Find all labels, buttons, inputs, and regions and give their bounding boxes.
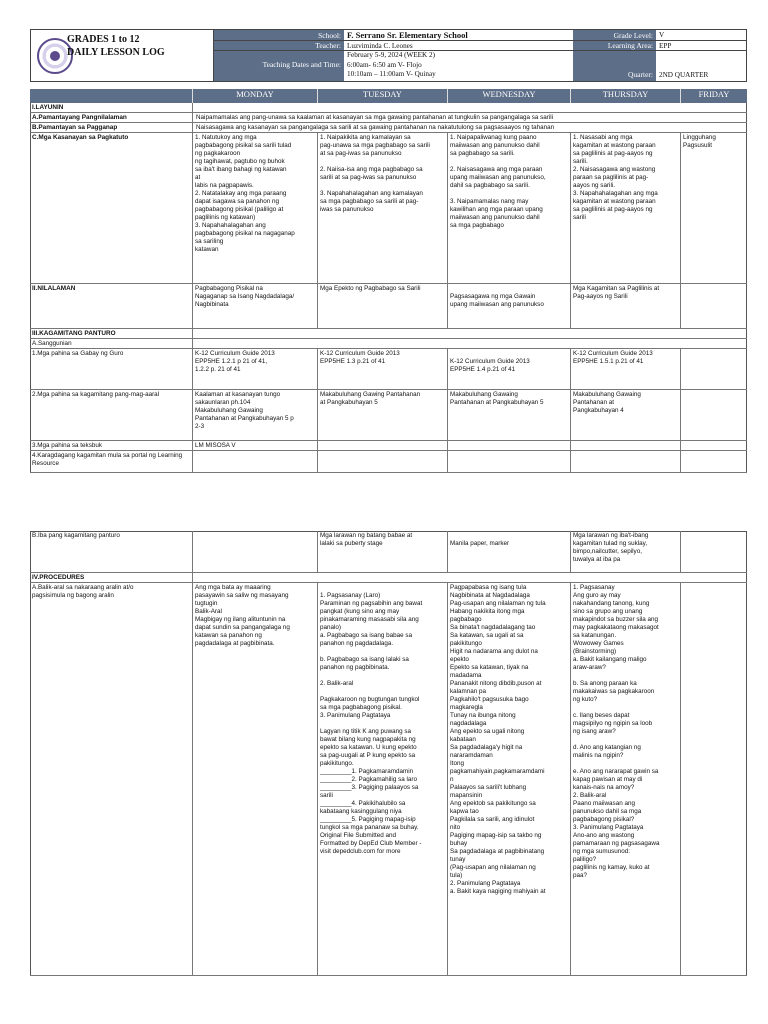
header-table — [30, 29, 747, 82]
iba-friday — [681, 531, 747, 573]
blank-cell — [193, 573, 747, 583]
day-header-monday: MONDAY — [193, 89, 318, 103]
pangnilalaman-text: Naipamamalas ang pang-unawa sa kaalaman at kasanayan sa mga gawaing pantahanan at tungkulin sa pangangalaga sa sarili — [193, 113, 747, 123]
balik-aral-wednesday: Pagpapabasa ng isang tula Nagbibinata at Nagdadalaga Pag-usapan ang nilalaman ng tula Habang nakikita itong mga pagbabago Sa binata't nagdadalagang tao Sa katawan, sa ugali at sa pakikitungo Higit na nadarama ang dulot na epekto Epekto sa katawan, tiyak na madadama Pananakit nitong dibdib,puson at kalamnan pa Pagkahilo't pagsusuka bago magkaregla Tunay na ibunga nitong nagdadalaga Ang epekto sa ugali nitong kabataan Sa pagdadalaga'y higit na nararamdaman Itong pagkamahiyain,pagkamaramdami n Palaayos sa sarili't lubhang mapansinin Ang epektob sa pakikitungo sa kapwa tao Pagkilala sa sarili, ang idinulot nito Pagiging mapag-isip sa takbo ng buhay Sa pagdadalaga at pagbibinatang tunay (Pag-usapan ang nilalaman ng tula) 2. Panimulang Pagtataya a. Bakit kaya nagiging mahiyain at — [448, 583, 571, 976]
blank-cell — [193, 103, 747, 113]
nilalaman-label: II.NILALAMAN — [30, 284, 193, 329]
iba-label: B.Iba pang kagamitang panturo — [30, 531, 193, 573]
title-line1: GRADES 1 to 12 — [67, 34, 140, 45]
balik-aral-label: A.Balik-aral sa nakaraang aralin at/o pagsisimula ng bagong aralin — [30, 583, 193, 976]
quarter-value: 2ND QUARTER — [659, 71, 709, 79]
kasanayan-friday: Lingguhang Pagsusulit — [681, 133, 747, 284]
portal-label: 4.Karagdagang kagamitan mula sa portal ng Learning Resource — [30, 451, 193, 473]
kasanayan-tuesday: 1. Naipakikita ang kamalayan sa pag-unawa sa mga pagbabago sa sarili at sa pag-iwas sa panunukso 2. Naiisa-isa ang mga pagbabago sa sarili at sa pag-iwas sa panunukso 3. Napahahalagahan ang kamalayan sa mga pagbabago sa sarili at pag- iwas sa panunukso — [318, 133, 448, 284]
mag-aaral-monday: Kaalaman at kasanayan tungo sakaunlaran ph.104 Makabuluhang Gawaing Pantahanan at Pangkabuhayan 5 p 2-3 — [193, 390, 318, 441]
nilalaman-wednesday: Pagsasagawa ng mga Gawain upang maiiwasan ang panunukso — [448, 284, 571, 329]
blank-cell — [193, 339, 747, 349]
balik-aral-thursday: 1. Pagsasanay Ang guro ay may nakahandang tanong, kung sino sa grupo ang unang makapindot sa buzzer sila ang may pagkakataong makasagot sa katanungan. Wowowey Games (Brainstorming) a. Bakit kailangang maligo araw-araw? b. Sa anong paraan ka makakaiwas sa pagkakaroon ng kuto? c. Ilang beses dapat magsipilyo ng ngipin sa loob ng isang araw? d. Ano ang katangian ng malinis na ngipin? e. Ano ang nararapat gawin sa kapag pawisan at may di kanais-nais na amoy? 2. Balik-aral Paano maiiwasan ang panunukso dahil sa mga pagbabagong pisikal? 3. Panimulang Pagtataya Ano-ano ang wastong pamamaraan ng pagsasagawa ng mga sumusunod: paliligo? paglilinis ng kamay, kuko at paa? — [571, 583, 681, 976]
procedures-label: IV.PROCEDURES — [30, 573, 193, 583]
nilalaman-thursday: Mga Kagamitan sa Paglilinis at Pag-aayos ng Sarili — [571, 284, 681, 329]
blank-cell — [193, 329, 747, 339]
teacher-label: Teacher: — [214, 41, 344, 51]
iba-wednesday: Manila paper, marker — [448, 531, 571, 573]
nilalaman-monday: Pagbabagong Pisikal na Nagaganap sa Isang Nagdadalaga/ Nagbibinata — [193, 284, 318, 329]
pagganap-text: Naisasagawa ang kasanayan sa pangangalaga sa sarili at sa gawaing pantahanan na nakatutulong sa pagsasaayos ng tahanan — [193, 123, 747, 133]
blank-cell — [571, 451, 681, 473]
grade-label: Grade Level: — [573, 30, 656, 41]
section-layunin: I.LAYUNIN — [30, 103, 193, 113]
gabay-monday: K-12 Curriculum Guide 2013 EPP5HE 1.2.1 p 21 of 41, 1.2.2 p. 21 of 41 — [193, 349, 318, 390]
blank-cell — [571, 441, 681, 451]
teksbuk-label: 3.Mga pahina sa teksbuk — [30, 441, 193, 451]
balik-aral-tuesday: 1. Pagsasanay (Laro) Paraminan ng pagsabihin ang bawat pangkat (kung sino ang may pinakamaraming masasabi sila ang panalo) a. Pagbabago sa isang babae sa panahon ng pagdadalaga. b. Pagbabago sa isang lalaki sa panahon ng pagbibinata. 2. Balik-aral Pagkakaroon ng bugtungan tungkol sa mga pagbabagong pisikal. 3. Panimulang Pagtataya Lagyan ng titik K ang puwang sa bawat bilang kung nagpapakita ng epekto sa katawan. U kung epekto sa pag-uugali at P kung epekto sa pakikitungo. _________1. Pagkamaramdamin _________2. Pagkamahilig sa laro _________3. Pagiging palaayos sa sarili _________4. Pakikihalubilo sa kabataang kasinggulang niya _________5. Pagiging mapag-isip tungkol sa mga pananaw sa buhay. Original File Submitted and Formatted by DepEd Club Member - visit depedclub.com for more — [318, 583, 448, 976]
school-value: F. Serrano Sr. Elementary School — [344, 30, 573, 41]
blank-cell — [193, 451, 318, 473]
mag-aaral-wednesday: Makabuluhang Gawaing Pantahanan at Pangkabuhayan 5 — [448, 390, 571, 441]
blank-cell — [681, 583, 747, 976]
kagamitan-label: III.KAGAMITANG PANTURO — [30, 329, 193, 339]
sanggunian-label: A.Sanggunian — [30, 339, 193, 349]
blank-cell — [448, 441, 571, 451]
dates-value: February 5-9, 2024 (WEEK 2) 6:00am- 6:50 am V- Flojo 10:10am – 11:00am V- Quinay — [347, 51, 436, 79]
kasanayan-wednesday: 1. Naipapaliwanag kung paano maiiwasan ang panunukso dahil sa pagbabago sa sarili. 2. Naisasagawa ang mga paraan upang maiiwasan ang panunukso, dahil sa pagbabago sa sarili. 3. Naipamamalas nang may kawilihan ang mga paraan upang maiiwasan ang panunukso dahil sa mga pagbabago — [448, 133, 571, 284]
blank-cell — [318, 441, 448, 451]
iba-monday — [193, 531, 318, 573]
kasanayan-label: C.Mga Kasanayan sa Pagkatuto — [30, 133, 193, 284]
grade-value: V — [656, 30, 746, 41]
teacher-value: Luzviminda C. Leones — [344, 41, 573, 51]
blank-cell — [681, 441, 747, 451]
iba-thursday: Mga larawan ng iba't-ibang kagamitan tulad ng suklay, bimpo,nailcutter, sepilyo, tuwalya at iba pa — [571, 531, 681, 573]
day-header-wednesday: WEDNESDAY — [448, 89, 571, 103]
kasanayan-thursday: 1. Nasasabi ang mga kagamitan at wastong paraan sa paglilinis at pag-aayos ng sarili. 2. Naisasagawa ang wastong paraan sa paglilinis at pag- aayos ng sarili. 3. Napahahalagahan ang mga kagamitan at wastong paraan sa paglilinis at pag-aayos ng sarili — [571, 133, 681, 284]
gabay-friday — [681, 349, 747, 390]
day-header-blank — [30, 89, 193, 103]
pangnilalaman-label: A.Pamantayang Pangnilalaman — [30, 113, 193, 123]
mag-aaral-label: 2.Mga pahina sa kagamitang pang-mag-aaral — [30, 390, 193, 441]
day-header-tuesday: TUESDAY — [318, 89, 448, 103]
area-label: Learning Area: — [573, 41, 656, 51]
gabay-thursday: K-12 Curriculum Guide 2013 EPP5HE 1.5.1 p.21 of 41 — [571, 349, 681, 390]
logo-cell — [31, 30, 214, 81]
blank-cell — [681, 451, 747, 473]
teksbuk-value: LM MISOSA V — [193, 441, 318, 451]
title-line2: DAILY LESSON LOG — [67, 47, 165, 58]
mag-aaral-tuesday: Makabuluhang Gawing Pantahanan at Pangkabuhayan 5 — [318, 390, 448, 441]
mag-aaral-thursday: Makabuluhang Gawaing Pantahanan at Pangkabuhayan 4 — [571, 390, 681, 441]
school-label: School: — [214, 30, 344, 41]
balik-aral-monday: Ang mga bata ay maaaring pasayawin sa saliw ng masayang tugtugin Balik-Aral Magbigay ng ilang alituntunin na dapat sundin sa pangangalaga ng katawan sa panahon ng pagdadalaga at pagbibinata. — [193, 583, 318, 976]
pagganap-label: B.Pamantayan sa Pagganap — [30, 123, 193, 133]
blank-cell — [318, 451, 448, 473]
kasanayan-monday: 1. Natutukoy ang mga pagbabagong pisikal sa sarili tulad ng pagkakaroon ng tagihawat, pagtubo ng buhok sa iba't ibang bahagi ng katawan at labis na pagpapawis. 2. Natatalakay ang mga paraang dapat isagawa sa panahon ng pagbabagong pisikal (paliligo at paglilinis ng katawan) 3. Napahahalagahan ang pagbabagong pisikal na nagaganap sa sariling katawan — [193, 133, 318, 284]
quarter-label: Quarter: — [573, 51, 656, 81]
gabay-wednesday: K-12 Curriculum Guide 2013 EPP5HE 1.4 p.21 of 41 — [448, 349, 571, 390]
gabay-tuesday: K-12 Curriculum Guide 2013 EPP5HE 1.3 p.21 of 41 — [318, 349, 448, 390]
day-header-friday: FRIDAY — [681, 89, 747, 103]
dates-label: Teaching Dates and Time: — [214, 51, 344, 81]
nilalaman-tuesday: Mga Epekto ng Pagbabago sa Sarili — [318, 284, 448, 329]
area-value: EPP — [656, 41, 746, 51]
blank-cell — [448, 451, 571, 473]
day-header-thursday: THURSDAY — [571, 89, 681, 103]
iba-tuesday: Mga larawan ng batang babae at lalaki sa puberty stage — [318, 531, 448, 573]
gabay-label: 1.Mga pahina sa Gabay ng Guro — [30, 349, 193, 390]
mag-aaral-friday — [681, 390, 747, 441]
nilalaman-friday — [681, 284, 747, 329]
